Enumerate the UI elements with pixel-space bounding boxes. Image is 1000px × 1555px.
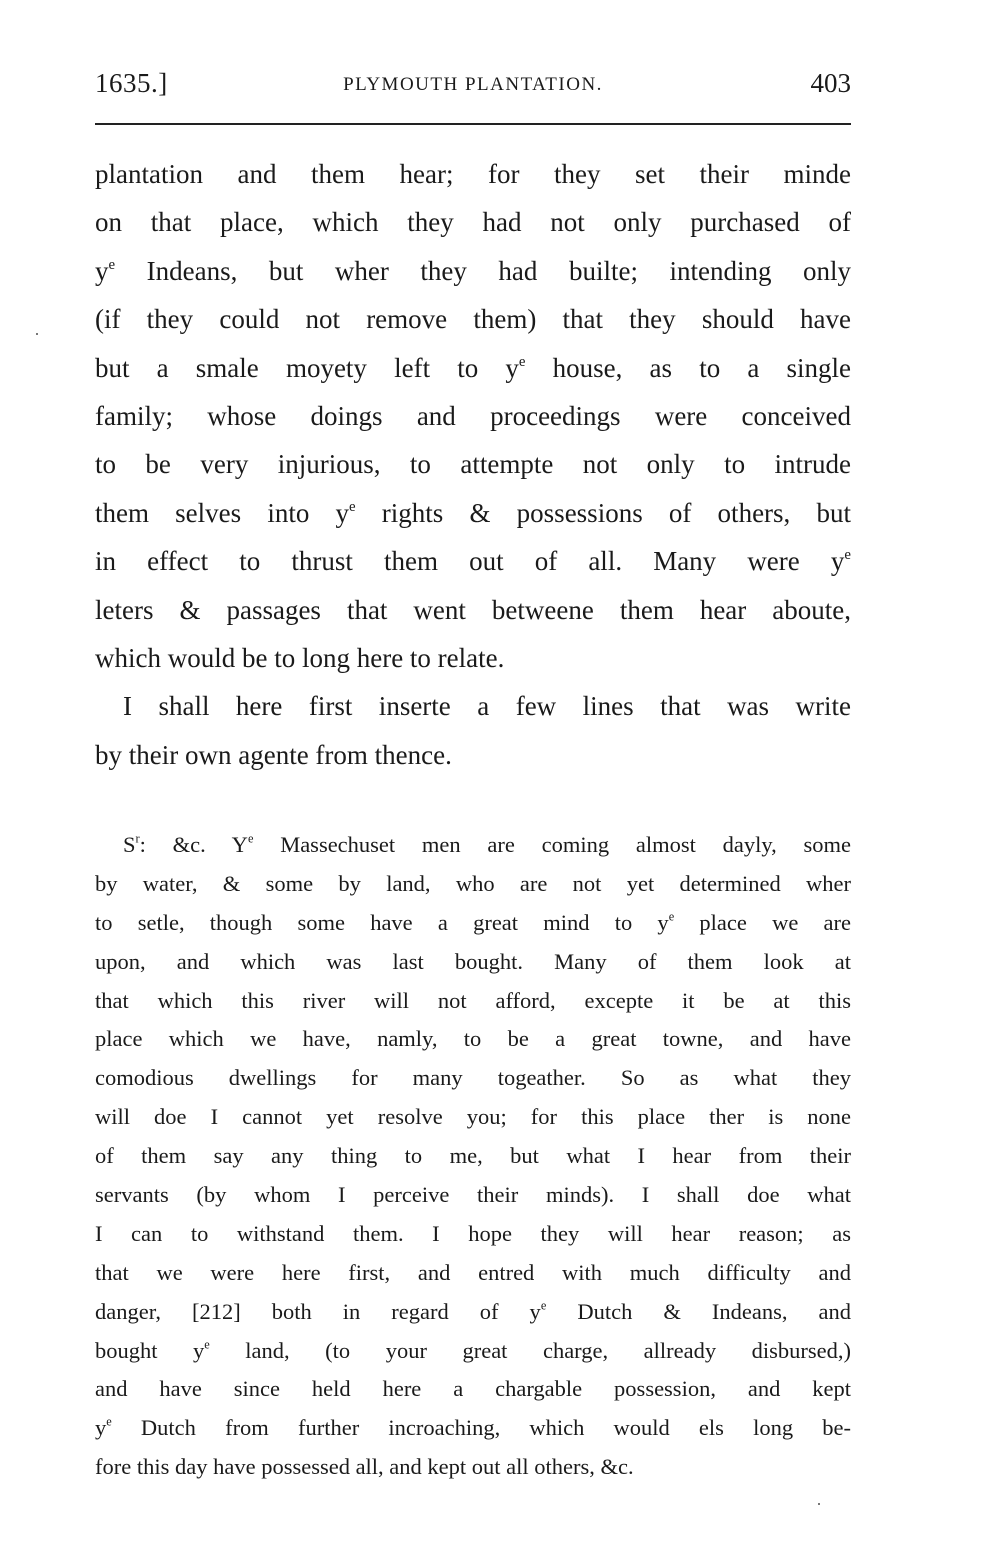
text-run: to be very injurious, to attempte not only to intrude (95, 449, 851, 480)
text-run: I shall here first inserte a few lines that was write (123, 691, 851, 722)
superscript: e (108, 256, 116, 273)
text-run: to setle, though some have a great mind to y (95, 909, 669, 935)
header-rule (95, 123, 851, 125)
letter-line (95, 1137, 851, 1176)
text-run: leters & passages that went betweene them hear aboute, (95, 594, 851, 625)
letter-line (95, 1332, 851, 1371)
letter-line (95, 865, 851, 904)
text-run: and have since held here a chargable possession, and kept (95, 1376, 851, 1402)
letter-line (95, 943, 851, 982)
superscript: e (106, 1415, 112, 1430)
text-run: by their own agente from thence. (95, 739, 452, 770)
text-line (95, 392, 851, 440)
text-run: danger, [212] both in regard of y (95, 1298, 541, 1324)
text-run: servants (by whom I perceive their minds). I shall doe what (95, 1182, 851, 1208)
running-header (95, 68, 851, 108)
text-run: Dutch from further incroaching, which would els long be- (111, 1415, 851, 1441)
letter-line (95, 1448, 851, 1487)
text-line (95, 634, 851, 682)
letter-line (95, 1293, 851, 1332)
text-run: Indeans, but wher they had builte; intending only (115, 255, 851, 286)
text-line (95, 731, 851, 779)
text-run: house, as to a single (525, 352, 851, 383)
text-run: place which we have, namly, to be a great towne, and have (95, 1026, 851, 1052)
text-run: plantation and them hear; for they set their minde (95, 159, 851, 189)
header-title: PLYMOUTH PLANTATION. (343, 74, 603, 95)
text-line (95, 537, 851, 585)
quoted-letter (95, 826, 851, 1487)
letter-line (95, 1098, 851, 1137)
text-run: of them say any thing to me, but what I hear from their (95, 1143, 851, 1169)
text-run: in effect to thrust them out of all. Many were y (95, 546, 845, 577)
text-line (95, 295, 851, 343)
text-run: comodious dwellings for many togeather. So as what they (95, 1065, 851, 1091)
text-run: (if they could not remove them) that they should have (95, 304, 851, 335)
text-run: which would be to long here to relate. (95, 642, 505, 673)
text-run: S (123, 832, 136, 857)
text-run: bought y (95, 1337, 205, 1363)
main-text (95, 150, 851, 779)
header-year: 1635.] (95, 68, 168, 98)
text-run: by water, & some by land, who are not yet determined wher (95, 870, 851, 896)
letter-line (95, 1254, 851, 1293)
text-run: y (95, 255, 109, 286)
text-line (95, 440, 851, 488)
text-run: family; whose doings and proceedings were conceived (95, 400, 851, 431)
text-line (95, 682, 851, 730)
text-run: place we are (674, 909, 851, 935)
superscript: e (668, 909, 675, 924)
speck (818, 1503, 820, 1505)
text-run: fore this day have possessed all, and kept out all others, &c. (95, 1454, 634, 1480)
superscript: e (844, 547, 851, 563)
text-run: on that place, which they had not only purchased of (95, 207, 851, 238)
superscript: e (349, 498, 356, 515)
text-run: that which this river will not afford, excepte it be at this (95, 987, 851, 1013)
letter-line (95, 1020, 851, 1059)
text-run: that we were here first, and entred with much difficulty and (95, 1259, 851, 1285)
text-run: land, (to your great charge, allready disbursed,) (209, 1337, 851, 1363)
letter-line (95, 1215, 851, 1254)
text-run: : &c. Y (139, 832, 248, 857)
text-line (95, 489, 851, 537)
letter-line (95, 1370, 851, 1409)
text-run: will doe I cannot yet resolve you; for this place ther is none (95, 1104, 851, 1130)
letter-line (95, 1176, 851, 1215)
superscript: e (540, 1298, 547, 1313)
superscript: e (247, 831, 254, 846)
text-line (95, 344, 851, 392)
superscript: e (204, 1337, 210, 1352)
text-run: but a smale moyety left to y (95, 352, 519, 383)
letter-line (95, 1409, 851, 1448)
superscript: e (518, 353, 526, 370)
page-number: 403 (810, 68, 851, 98)
letter-line (95, 1059, 851, 1098)
text-line (95, 247, 851, 295)
speck (36, 333, 38, 335)
letter-line (95, 904, 851, 943)
text-run: them selves into y (95, 497, 350, 528)
text-run: rights & possessions of others, but (355, 497, 851, 528)
text-line (95, 586, 851, 634)
text-line (95, 198, 851, 246)
text-run: Dutch & Indeans, and (546, 1298, 851, 1324)
text-run: I can to withstand them. I hope they will hear reason; as (95, 1220, 851, 1246)
text-run: y (95, 1415, 107, 1441)
text-line (95, 150, 851, 198)
superscript: r (135, 831, 140, 846)
text-run: upon, and which was last bought. Many of them look at (95, 948, 851, 974)
letter-line (95, 982, 851, 1021)
text-run: Massechuset men are coming almost dayly, some (253, 832, 852, 857)
letter-line (95, 826, 851, 865)
